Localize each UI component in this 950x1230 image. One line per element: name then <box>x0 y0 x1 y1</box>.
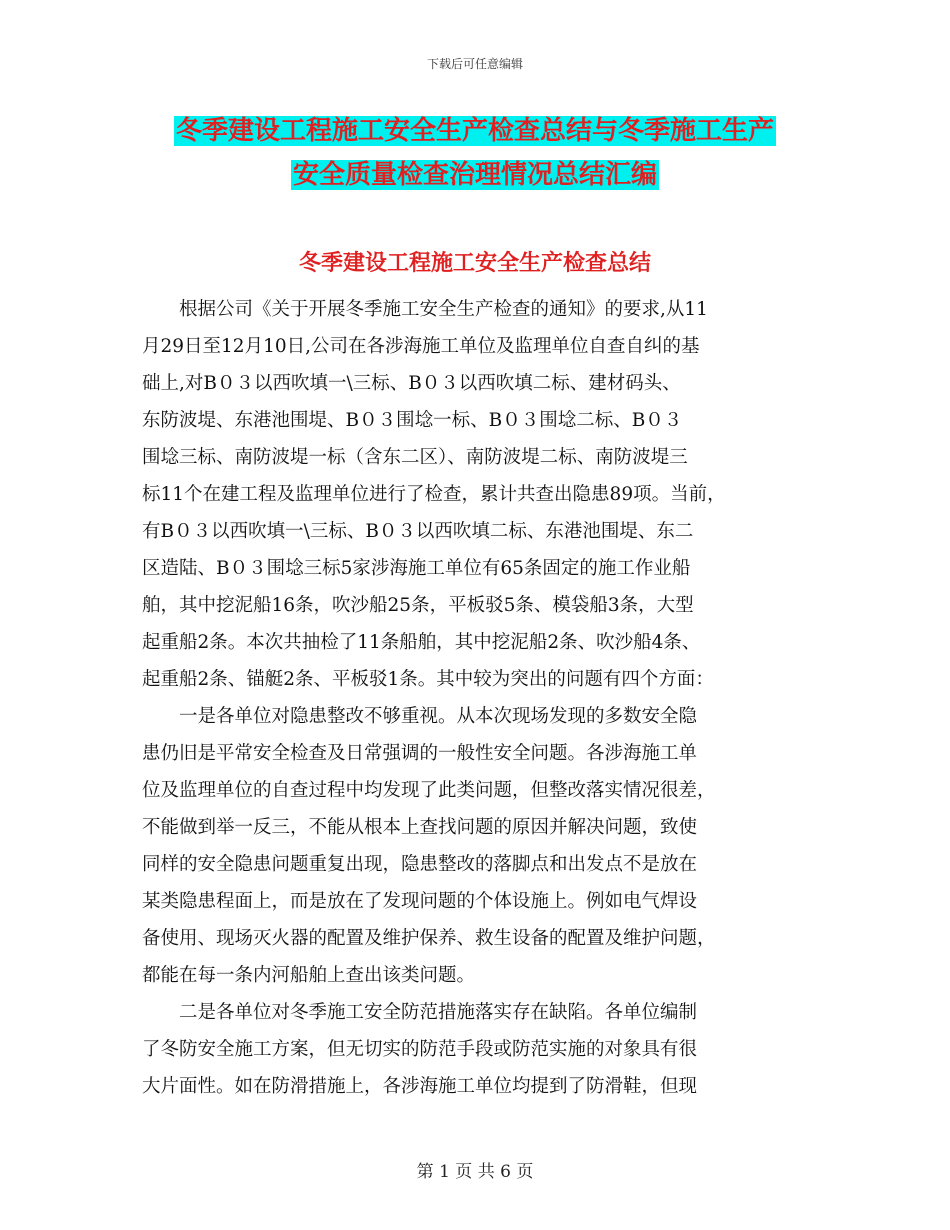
body-line: 位及监理单位的自查过程中均发现了此类问题，但整改落实情况很差， <box>142 780 716 801</box>
body-line: 二是各单位对冬季施工安全防范措施落实存在缺陷。各单位编制 <box>142 1002 698 1023</box>
body-line: 不能做到举一反三，不能从根本上查找问题的原因并解决问题，致使 <box>142 817 698 838</box>
body-line: 围埝三标、南防波堤一标（含东二区）、南防波堤二标、南防波堤三 <box>142 447 688 468</box>
body-line: 起重船2条。本次共抽检了11条船舶，其中挖泥船2条、吹沙船4条、 <box>142 632 701 653</box>
body-line: 了冬防安全施工方案，但无切实的防范手段或防范实施的对象具有很 <box>142 1039 698 1060</box>
body-line: 月29日至12月10日,公司在各涉海施工单位及监理单位自查自纠的基 <box>142 336 700 357</box>
document-title-text-1: 冬季建设工程施工安全生产检查总结与冬季施工生产 <box>175 116 774 146</box>
body-line: 有B０３以西吹填一\三标、B０３以西吹填二标、东港池围堤、东二 <box>142 521 694 542</box>
section-heading: 冬季建设工程施工安全生产检查总结 <box>298 251 651 276</box>
body-line: 标11个在建工程及监理单位进行了检查，累计共查出隐患89项。当前， <box>142 484 726 505</box>
body-line: 某类隐患程面上，而是放在了发现问题的个体设施上。例如电气焊设 <box>142 891 698 912</box>
body-line: 础上,对B０３以西吹填一\三标、B０３以西吹填二标、建材码头、 <box>142 373 681 394</box>
body-line: 舶，其中挖泥船16条，吹沙船25条，平板驳5条、模袋船3条，大型 <box>142 595 694 616</box>
body-line: 一是各单位对隐患整改不够重视。从本次现场发现的多数安全隐 <box>142 706 698 727</box>
body-line: 备使用、现场灭火器的配置及维护保养、救生设备的配置及维护问题， <box>142 928 716 949</box>
body-line: 都能在每一条内河船舶上查出该类问题。 <box>142 965 476 986</box>
document-title-text-2: 安全质量检查治理情况总结汇编 <box>292 160 657 190</box>
body-line: 大片面性。如在防滑措施上，各涉海施工单位均提到了防滑鞋，但现 <box>142 1076 698 1097</box>
body-line: 同样的安全隐患问题重复出现，隐患整改的落脚点和出发点不是放在 <box>142 854 698 875</box>
document-title-line-1 <box>0 113 950 149</box>
page-footer: 第 1 页 共 6 页 <box>416 1162 534 1182</box>
body-line: 东防波堤、东港池围堤、B０３围埝一标、B０３围埝二标、B０３ <box>142 410 683 431</box>
header-note: 下载后可任意编辑 <box>426 57 523 71</box>
body-text <box>142 291 810 1105</box>
body-line: 区造陆、B０３围埝三标5家涉海施工单位有65条固定的施工作业船 <box>142 558 691 579</box>
document-title-line-2 <box>0 157 950 193</box>
body-line: 起重船2条、锚艇2条、平板驳1条。其中较为突出的问题有四个方面： <box>142 669 714 690</box>
body-line: 患仍旧是平常安全检查及日常强调的一般性安全问题。各涉海施工单 <box>142 743 698 764</box>
body-line: 根据公司《关于开展冬季施工安全生产检查的通知》的要求,从11 <box>142 299 708 320</box>
